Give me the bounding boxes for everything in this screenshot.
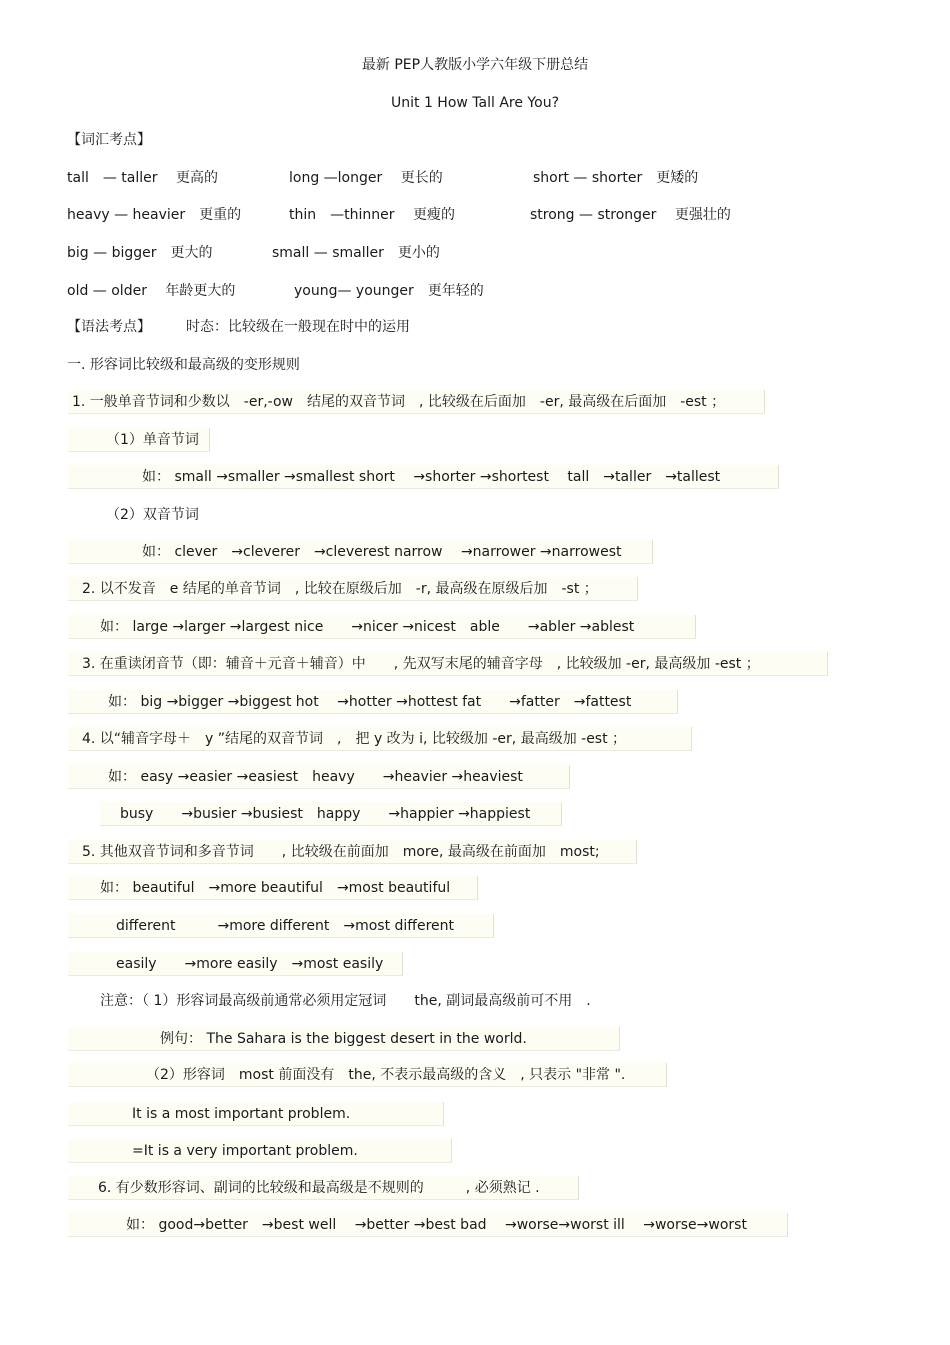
example-line: 如： good→better →best well →better →best bad →worse→worst ill →worse→worst <box>68 1213 788 1237</box>
example-line: 如： beautiful →more beautiful →most beautiful <box>68 876 478 900</box>
example-line: 如： large →larger →largest nice →nicer →nicest able →abler →ablest <box>68 615 696 639</box>
grammar-topic: 时态：比较级在一般现在时中的运用 <box>186 319 410 335</box>
vocab-row <box>0 203 950 227</box>
rule-item: 4. 以“辅音字母＋ y ”结尾的双音节词 , 把 y 改为 i, 比较级加 -er, 最高级加 -est ； <box>68 727 692 751</box>
vocab-cell: short — shorter 更矮的 <box>533 170 699 186</box>
rule-item: 2. 以不发音 e 结尾的单音节词 , 比较在原级后加 -r, 最高级在原级后加 -st ； <box>68 577 638 601</box>
grammar-heading: 【语法考点】 <box>67 319 151 335</box>
vocab-cell: old — older 年龄更大的 <box>67 283 236 299</box>
example-line: busy →busier →busiest happy →happier →happiest <box>100 802 562 826</box>
note-line: （2）形容词 most 前面没有 the, 不表示最高级的含义 , 只表示 "非常 ". <box>68 1063 667 1087</box>
rule-item: 1. 一般单音节词和少数以 -er,-ow 结尾的双音节词 , 比较级在后面加 -er, 最高级在后面加 -est ； <box>68 390 765 414</box>
vocab-cell: thin —thinner 更瘦的 <box>289 207 455 223</box>
rule-subheading: （1）单音节词 <box>68 428 210 452</box>
vocab-heading: 【词汇考点】 <box>67 132 151 148</box>
example-line: 如： easy →easier →easiest heavy →heavier →heaviest <box>68 765 570 789</box>
grammar-row <box>0 315 950 339</box>
rule-item: 6. 有少数形容词、副词的比较级和最高级是不规则的 , 必须熟记 . <box>68 1176 579 1200</box>
example-line: 如： clever →cleverer →cleverest narrow →narrower →narrowest <box>68 540 653 564</box>
vocab-cell: small — smaller 更小的 <box>272 245 440 261</box>
vocab-cell: strong — stronger 更强壮的 <box>530 207 731 223</box>
vocab-cell: young— younger 更年轻的 <box>294 283 484 299</box>
vocab-cell: heavy — heavier 更重的 <box>67 207 242 223</box>
section-heading: 一. 形容词比较级和最高级的变形规则 <box>67 357 300 373</box>
vocab-cell: long —longer 更长的 <box>289 170 443 186</box>
example-line: different →more different →most different <box>68 914 494 938</box>
example-sentence: It is a most important problem. <box>68 1102 444 1126</box>
example-line: 如： big →bigger →biggest hot →hotter →hottest fat →fatter →fattest <box>68 690 678 714</box>
note-line: 注意：（ 1）形容词最高级前通常必须用定冠词 the, 副词最高级前可不用 . <box>100 993 591 1009</box>
vocab-cell: big — bigger 更大的 <box>67 245 213 261</box>
example-sentence: 例句： The Sahara is the biggest desert in the world. <box>68 1027 620 1051</box>
rule-item: 3. 在重读闭音节（即：辅音＋元音＋辅音）中 , 先双写末尾的辅音字母 , 比较级加 -er, 最高级加 -est ； <box>68 652 828 676</box>
unit-title: Unit 1 How Tall Are You? <box>391 95 559 111</box>
vocab-row <box>0 279 950 303</box>
vocab-row <box>0 166 950 190</box>
example-line: 如： small →smaller →smallest short →shorter →shortest tall →taller →tallest <box>68 465 779 489</box>
example-line: easily →more easily →most easily <box>68 952 403 976</box>
rule-item: 5. 其他双音节词和多音节词 , 比较级在前面加 more, 最高级在前面加 most; <box>68 840 637 864</box>
vocab-row <box>0 241 950 265</box>
example-sentence: =It is a very important problem. <box>68 1139 452 1163</box>
rule-subheading: （2）双音节词 <box>106 507 199 523</box>
vocab-cell: tall — taller 更高的 <box>67 170 218 186</box>
document-title: 最新 PEP人教版小学六年级下册总结 <box>361 57 589 73</box>
